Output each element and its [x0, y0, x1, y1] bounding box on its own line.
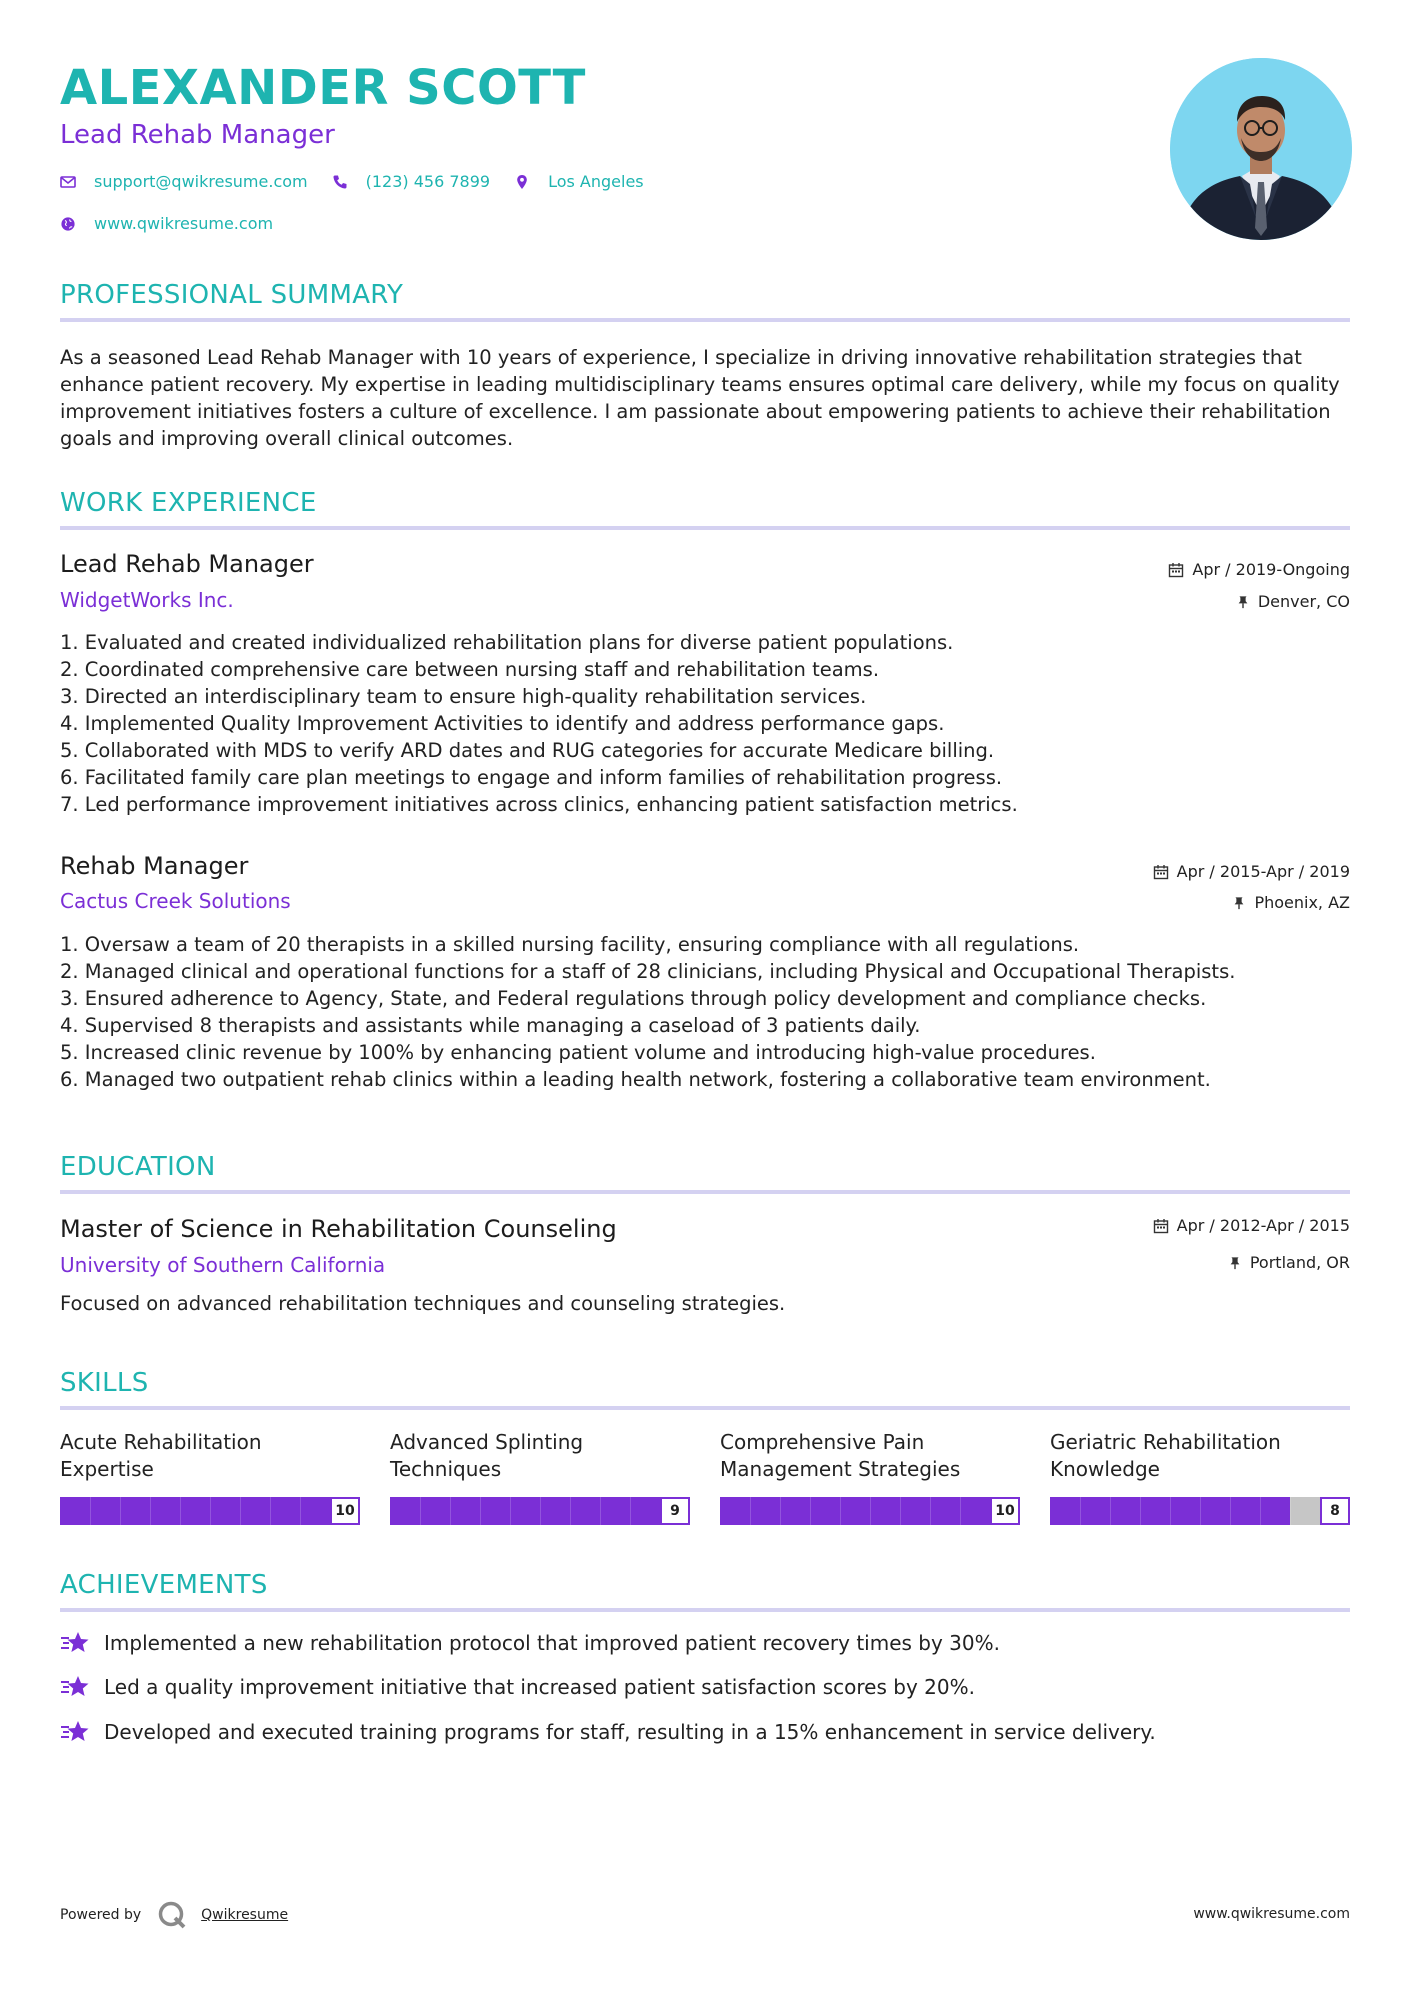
skill-bar-segment-divider: [570, 1497, 571, 1525]
map-pin-icon: [514, 174, 530, 190]
skill-bar-segment-divider: [210, 1497, 211, 1525]
pushpin-icon: [1232, 895, 1246, 911]
pushpin-icon: [1236, 594, 1250, 610]
degree-title: Master of Science in Rehabilitation Counseling: [60, 1215, 617, 1243]
summary-text: As a seasoned Lead Rehab Manager with 10 years of experience, I specialize in driving innovative rehabilitation strategies that enhance patient recovery. My expertise in leading multidisciplinary teams ensures optimal care delivery, while my focus on quality improvement initiatives fosters a culture of excellence. I am passionate about empowering patients to achieve their rehabilitation goals and improving overall clinical outcomes.: [60, 346, 1340, 450]
bullet-item: 6. Facilitated family care plan meetings to engage and inform families of rehabilitation progress.: [60, 766, 1003, 789]
calendar-icon: [1153, 864, 1169, 880]
skills-heading: SKILLS: [60, 1368, 1350, 1410]
bullet-item: 6. Managed two outpatient rehab clinics within a leading health network, fostering a collaborative team environment.: [60, 1068, 1211, 1091]
skill-bar-segment-divider: [120, 1497, 121, 1525]
envelope-icon: [60, 174, 76, 190]
achievement-item: [60, 1719, 1156, 1745]
skill-bar-segment-divider: [750, 1497, 751, 1525]
company-name: WidgetWorks Inc.: [60, 588, 234, 612]
star-icon: [60, 1719, 90, 1745]
bullet-item: 3. Directed an interdisciplinary team to ensure high-quality rehabilitation services.: [60, 685, 867, 708]
skill-name: Acute Rehabilitation Expertise: [60, 1430, 262, 1481]
skill-item: [1050, 1429, 1350, 1525]
skill-bar-segment-divider: [150, 1497, 151, 1525]
bullet-item: 5. Collaborated with MDS to verify ARD dates and RUG categories for accurate Medicare billing.: [60, 739, 995, 762]
experience-heading: WORK EXPERIENCE: [60, 488, 1350, 530]
skill-item: [720, 1429, 1020, 1525]
education-heading: EDUCATION: [60, 1152, 1350, 1194]
skill-bar-segment-divider: [480, 1497, 481, 1525]
skill-bar-segment-divider: [600, 1497, 601, 1525]
skill-bar: [390, 1497, 690, 1525]
achievement-item: [60, 1674, 975, 1700]
skill-bar-segment-divider: [1260, 1497, 1261, 1525]
contact-row: [60, 172, 668, 191]
skill-bar-segment-divider: [1170, 1497, 1171, 1525]
education-dates-text: Apr / 2012-Apr / 2015: [1176, 1216, 1350, 1235]
job-location-text: Phoenix, AZ: [1254, 893, 1350, 912]
powered-by-label: Powered by: [60, 1907, 142, 1923]
skill-bar-segment-divider: [270, 1497, 271, 1525]
skill-bar-segment-divider: [840, 1497, 841, 1525]
achievement-item: [60, 1630, 1000, 1656]
skill-name: Geriatric Rehabilitation Knowledge: [1050, 1430, 1281, 1481]
skill-bar-segment-divider: [510, 1497, 511, 1525]
phone-icon: [332, 174, 348, 190]
skill-level-badge: 10: [990, 1497, 1020, 1525]
job-title: Lead Rehab Manager: [60, 550, 314, 578]
person-portrait-image: [1170, 58, 1352, 240]
skill-bar-segment-divider: [1230, 1497, 1231, 1525]
skill-item: [390, 1429, 690, 1525]
skill-bar-segment-divider: [420, 1497, 421, 1525]
skill-bar-segment-divider: [900, 1497, 901, 1525]
contact-email[interactable]: [60, 172, 308, 191]
calendar-icon: [1153, 1218, 1169, 1234]
contact-location: [514, 172, 644, 191]
contact-phone[interactable]: [332, 172, 490, 191]
pushpin-icon: [1228, 1255, 1242, 1271]
skill-name: Comprehensive Pain Management Strategies: [720, 1430, 961, 1481]
profile-photo: [1170, 58, 1352, 240]
skill-bar-segment-divider: [780, 1497, 781, 1525]
job-dates-text: Apr / 2019-Ongoing: [1192, 560, 1350, 579]
achievement-text: Developed and executed training programs for staff, resulting in a 15% enhancement in service delivery.: [104, 1720, 1156, 1744]
job-bullets: [60, 931, 1350, 1093]
achievement-text: Implemented a new rehabilitation protocol that improved patient recovery times by 30%.: [104, 1631, 1000, 1655]
skill-name: Advanced Splinting Techniques: [390, 1430, 584, 1481]
job-dates: [1168, 560, 1350, 579]
bullet-item: 7. Led performance improvement initiatives across clinics, enhancing patient satisfaction metrics.: [60, 793, 1018, 816]
skill-bar-segment-divider: [630, 1497, 631, 1525]
skill-bar-segment-divider: [540, 1497, 541, 1525]
bullet-item: 4. Implemented Quality Improvement Activities to identify and address performance gaps.: [60, 712, 945, 735]
skill-bar-segment-divider: [930, 1497, 931, 1525]
star-icon: [60, 1674, 90, 1700]
footer-url[interactable]: www.qwikresume.com: [1193, 1906, 1350, 1922]
school-name: University of Southern California: [60, 1253, 386, 1277]
skill-level-badge: 9: [660, 1497, 690, 1525]
candidate-name: ALEXANDER SCOTT: [60, 60, 586, 116]
skill-bar-segment-divider: [1110, 1497, 1111, 1525]
bullet-item: 3. Ensured adherence to Agency, State, and Federal regulations through policy development and compliance checks.: [60, 987, 1207, 1010]
bullet-item: 2. Managed clinical and operational functions for a staff of 28 clinicians, including Physical and Occupational Therapists.: [60, 960, 1236, 983]
skill-bar-segment-divider: [1080, 1497, 1081, 1525]
bullet-item: 4. Supervised 8 therapists and assistants while managing a caseload of 3 patients daily.: [60, 1014, 921, 1037]
phone-text: (123) 456 7899: [365, 172, 491, 191]
bullet-item: 1. Evaluated and created individualized rehabilitation plans for diverse patient populations.: [60, 631, 954, 654]
skill-bar-segment-divider: [1200, 1497, 1201, 1525]
website-row: [60, 214, 297, 233]
summary-heading: PROFESSIONAL SUMMARY: [60, 280, 1350, 322]
skill-bar-segment-divider: [300, 1497, 301, 1525]
job-title: Rehab Manager: [60, 852, 249, 880]
job-location: [1232, 893, 1350, 912]
skill-level-badge: 10: [330, 1497, 360, 1525]
candidate-role: Lead Rehab Manager: [60, 120, 335, 150]
globe-icon: [60, 216, 76, 232]
qwikresume-logo-icon: [157, 1900, 187, 1930]
website-text: www.qwikresume.com: [94, 214, 274, 233]
skill-bar-segment-divider: [960, 1497, 961, 1525]
bullet-item: 1. Oversaw a team of 20 therapists in a skilled nursing facility, ensuring compliance with all regulations.: [60, 933, 1080, 956]
education-dates: [1153, 1216, 1350, 1235]
skill-bar: [1050, 1497, 1350, 1525]
skill-bar-segment-divider: [870, 1497, 871, 1525]
education-location: [1228, 1253, 1350, 1272]
job-bullets: [60, 629, 1350, 818]
job-location: [1236, 592, 1350, 611]
skill-bar: [720, 1497, 1020, 1525]
contact-website[interactable]: [60, 214, 273, 233]
bullet-item: 5. Increased clinic revenue by 100% by enhancing patient volume and introducing high-value procedures.: [60, 1041, 1096, 1064]
location-text: Los Angeles: [548, 172, 644, 191]
education-location-text: Portland, OR: [1249, 1253, 1350, 1272]
skill-bar-segment-divider: [450, 1497, 451, 1525]
job-location-text: Denver, CO: [1257, 592, 1350, 611]
skill-bar-segment-divider: [810, 1497, 811, 1525]
company-name: Cactus Creek Solutions: [60, 889, 291, 913]
achievement-text: Led a quality improvement initiative that increased patient satisfaction scores by 20%.: [104, 1675, 975, 1699]
skill-bar-segment-divider: [240, 1497, 241, 1525]
job-dates-text: Apr / 2015-Apr / 2019: [1176, 862, 1350, 881]
email-text: support@qwikresume.com: [94, 172, 308, 191]
skill-bar-segment-divider: [90, 1497, 91, 1525]
skill-bar: [60, 1497, 360, 1525]
skill-bar-segment-divider: [1140, 1497, 1141, 1525]
job-dates: [1153, 862, 1350, 881]
bullet-item: 2. Coordinated comprehensive care between nursing staff and rehabilitation teams.: [60, 658, 880, 681]
footer-powered-by: [60, 1900, 288, 1930]
education-description: Focused on advanced rehabilitation techniques and counseling strategies.: [60, 1292, 786, 1315]
skill-bar-fill: [390, 1497, 660, 1525]
achievements-heading: ACHIEVEMENTS: [60, 1570, 1350, 1612]
resume-page: [60, 0, 1350, 1990]
skill-level-badge: 8: [1320, 1497, 1350, 1525]
star-icon: [60, 1630, 90, 1656]
calendar-icon: [1168, 562, 1184, 578]
skill-item: [60, 1429, 360, 1525]
skill-bar-segment-divider: [1290, 1497, 1291, 1525]
brand-link[interactable]: Qwikresume: [201, 1907, 289, 1923]
skill-bar-segment-divider: [180, 1497, 181, 1525]
